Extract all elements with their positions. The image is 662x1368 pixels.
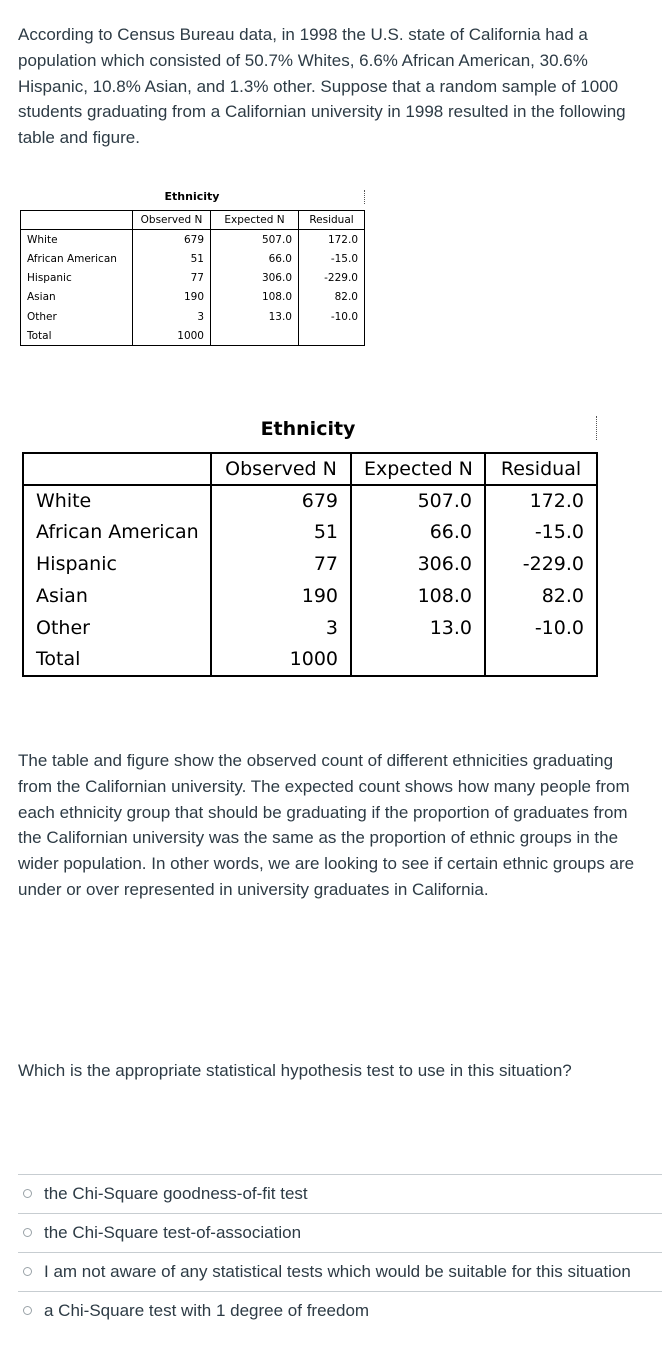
expected-value	[211, 326, 299, 345]
expected-value: 66.0	[211, 249, 299, 268]
residual-value: -10.0	[534, 616, 584, 639]
answer-option[interactable]	[18, 1174, 662, 1213]
residual-value	[485, 644, 597, 676]
corner-cell	[21, 211, 133, 230]
residual-value: -229.0	[522, 553, 584, 576]
frequency-table	[22, 452, 598, 677]
row-label: Asian	[21, 288, 133, 307]
frequency-table	[20, 210, 365, 346]
residual-value: 172.0	[529, 490, 584, 513]
expected-value: 507.0	[351, 485, 485, 517]
residual-value: 82.0	[541, 585, 584, 608]
table-row	[23, 580, 597, 612]
table-row	[21, 288, 365, 307]
expected-value	[351, 644, 485, 676]
observed-value: 190	[211, 580, 351, 612]
radio-button[interactable]	[23, 1189, 32, 1198]
table-row	[21, 249, 365, 268]
row-label: African American	[21, 249, 133, 268]
row-label: Other	[23, 612, 211, 644]
table-row	[23, 644, 597, 676]
observed-value: 51	[211, 517, 351, 549]
observed-value: 679	[211, 485, 351, 517]
ethnicity-table-small	[20, 190, 370, 350]
row-label: Total	[23, 644, 211, 676]
residual-value: -229.0	[324, 272, 358, 285]
corner-cell	[23, 453, 211, 485]
table-row	[23, 485, 597, 517]
option-label: the Chi-Square test-of-association	[44, 1223, 302, 1242]
expected-value: 13.0	[351, 612, 485, 644]
observed-value: 1000	[211, 644, 351, 676]
header-residual: Residual	[485, 453, 597, 485]
table-row	[23, 612, 597, 644]
row-label: White	[23, 485, 211, 517]
option-label: the Chi-Square goodness-of-fit test	[44, 1184, 308, 1203]
intro-paragraph: According to Census Bureau data, in 1998 the U.S. state of California had a population which consisted of 50.7% Whites, 6.6% African American, 30.6% Hispanic, 10.8% Asian, and 1.3% other. Suppose that a random sample of 1000 students graduating from a Californian university in 1998 resulted in the following table and figure.	[18, 25, 626, 148]
row-label: Hispanic	[23, 548, 211, 580]
header-observed: Observed N	[133, 211, 211, 230]
header-residual: Residual	[299, 211, 365, 230]
observed-value: 77	[133, 268, 211, 287]
expected-value: 108.0	[211, 288, 299, 307]
radio-button[interactable]	[23, 1267, 32, 1276]
row-label: Hispanic	[21, 268, 133, 287]
observed-value: 679	[133, 230, 211, 249]
observed-value: 190	[133, 288, 211, 307]
observed-value: 3	[133, 307, 211, 326]
expected-value: 108.0	[351, 580, 485, 612]
observed-value: 77	[211, 548, 351, 580]
expected-value: 507.0	[211, 230, 299, 249]
residual-value: 82.0	[334, 291, 358, 304]
selection-dots	[364, 190, 365, 204]
residual-value: -15.0	[330, 252, 358, 265]
table-row	[21, 307, 365, 326]
table-title: Ethnicity	[260, 418, 356, 440]
observed-value: 3	[211, 612, 351, 644]
expected-value: 306.0	[211, 268, 299, 287]
residual-value	[299, 326, 365, 345]
header-expected: Expected N	[211, 211, 299, 230]
expected-value: 306.0	[351, 548, 485, 580]
row-label: African American	[23, 517, 211, 549]
explanation-paragraph: The table and figure show the observed count of different ethnicities graduating from the Californian university. The expected count shows how many people from each ethnicity group that should be graduating if the proportion of graduates from the Californian university was the same as the proportion of ethnic groups in the wider population. In other words, we are looking to see if certain ethnic groups are under or over represented in university graduates in California.	[18, 751, 635, 899]
answer-option[interactable]	[18, 1252, 662, 1291]
question-text: Which is the appropriate statistical hypothesis test to use in this situation?	[18, 1061, 572, 1080]
residual-value: -10.0	[330, 310, 358, 323]
row-label: Other	[21, 307, 133, 326]
radio-button[interactable]	[23, 1306, 32, 1315]
selection-dots	[596, 416, 597, 440]
ethnicity-table-large	[20, 412, 630, 682]
table-row	[23, 548, 597, 580]
header-observed: Observed N	[211, 453, 351, 485]
observed-value: 51	[133, 249, 211, 268]
answer-options	[18, 1174, 662, 1330]
radio-button[interactable]	[23, 1228, 32, 1237]
header-expected: Expected N	[351, 453, 485, 485]
residual-value: 172.0	[327, 233, 358, 246]
table-row	[21, 326, 365, 345]
answer-option[interactable]	[18, 1213, 662, 1252]
expected-value: 13.0	[211, 307, 299, 326]
table-row	[21, 230, 365, 249]
table-row	[23, 517, 597, 549]
row-label: Total	[21, 326, 133, 345]
table-title: Ethnicity	[164, 190, 220, 203]
option-label: I am not aware of any statistical tests which would be suitable for this situation	[44, 1262, 631, 1281]
answer-option[interactable]	[18, 1291, 662, 1330]
row-label: Asian	[23, 580, 211, 612]
row-label: White	[21, 230, 133, 249]
residual-value: -15.0	[534, 521, 584, 544]
option-label: a Chi-Square test with 1 degree of freedom	[44, 1301, 370, 1320]
table-row	[21, 268, 365, 287]
expected-value: 66.0	[351, 517, 485, 549]
observed-value: 1000	[133, 326, 211, 345]
